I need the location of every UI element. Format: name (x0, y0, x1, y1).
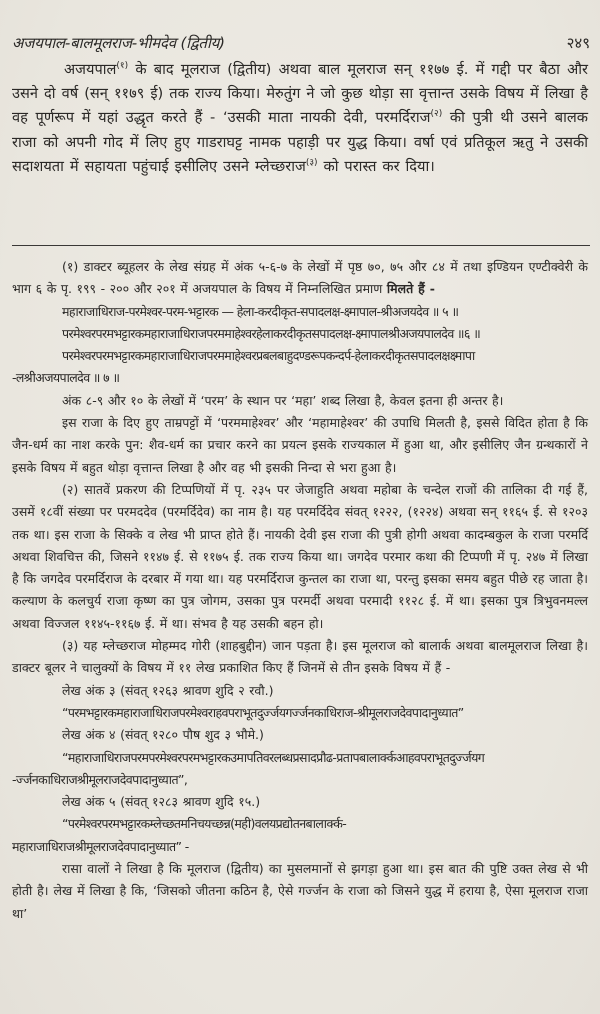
inscription-verse-7b: -लश्रीअजयपालदेव ॥ ७ ॥ (12, 370, 120, 386)
footnote-divider (12, 245, 590, 246)
text-run: के बाद मूलराज (द्वितीय) अथवा बाल मूलराज सन् ११७७ ई. में गद्दी पर बैठा और उसने दो वर्ष (सन् ११७९ ई) तक राज्य किया। मेरुतुंग ने जो कुछ थोड़ा सा वृत्तान्त उसके विषय में लिखा है वह पूर्णरूप में यहां उद्धृत करते हैं - ‘उसकी माता नायकी देवी, परमर्दिराज (12, 61, 588, 127)
page-header (12, 33, 590, 53)
footnote-ref-2: (२) (430, 109, 443, 120)
footnote-3: (३) यह म्लेच्छराज मोहम्मद गोरी (शाहबुद्दीन) जान पड़ता है। इस मूलराज को बालार्क अथवा बालमूलराज लिखा है। डाक्टर बूलर ने चालुक्यों के विषय में ११ लेख प्रकाशित किए हैं जिनमें से तीन इसके विषय में हैं - (12, 638, 588, 676)
inscription-3-heading: लेख अंक ३ (संवत् १२६३ श्रावण शुदि २ रवौ.) (62, 682, 274, 698)
inscription-5-heading: लेख अंक ५ (संवत् १२८३ श्रावण शुदि १५.) (62, 794, 261, 810)
running-title: अजयपाल-बालमूलराज-भीमदेव (द्वितीय) (12, 34, 225, 52)
inscription-verse-7a: परमेश्वरपरमभट्टारकमहाराजाधिराजपरममाहेश्वरप्रबलबाहुदण्डरूपकन्दर्प-हेलाकरदीकृतसपादलक्षक्ष्मापा (62, 348, 475, 364)
inscription-4-heading: लेख अंक ४ (संवत् १२८० पौष शुद ३ भौमे.) (62, 727, 264, 743)
main-paragraph (12, 58, 588, 179)
footnote-3-conclusion: रासा वालों ने लिखा है कि मूलराज (द्वितीय) का मुसलमानों से झगड़ा हुआ था। इस बात की पुष्टि उक्त लेख से भी होती है। लेख में लिखा है कि, ‘जिसको जीतना कठिन है, ऐसे गर्ज्जन के राजा को जिसने युद्ध में हराया है, ऐसा मूलराज राजा था’ (12, 861, 588, 921)
footnote-1-intro (12, 256, 588, 301)
inscription-4-text-b: -र्ज्जनकाधिराजश्रीमूलराजदेवपादानुध्यात”, (12, 771, 188, 787)
footnote-2: (२) सातवें प्रकरण की टिप्पणियों में पृ. २३५ पर जेजाहुति अथवा महोबा के चन्देल राजों की तालिका दी गई हैं, उसमें १८वीं संख्या पर परमददेव (परमर्दिदेव) का नाम है। यह परमर्दिदेव संवत् १२२२, (१२२४) अथवा सन् ११६५ ई. से १२०३ तक था। इस राजा के सिक्के व लेख भी प्राप्त होते हैं। नायकी देवी इस राजा की पुत्री होगी अथवा कादम्बकुल के राजा परमर्दि अथवा शिवचित्त की, जिसने ११४७ ई. से ११७५ ई. तक राज्य किया था। जगदेव परमार कथा की टिप्पणी में पृ. २४७ में लिखा है कि जगदेव परमर्दिराज के दरबार में गया था। यह परमर्दिराज कुन्तल का राजा था, परन्तु इसका समय बहुत पीछे रह जाता है। कल्याण के कलचुर्य राजा कृष्ण का पुत्र जोगम, उसका पुत्र परमर्दी अथवा परमादी ११२८ ई. में था। इसका पुत्र त्रिभुवनमल्ल अथवा विज्जल ११४५-११६७ ई. में था। संभव है यह उसकी बहन हो। (12, 481, 588, 631)
footnote-1-para-2: अंक ८-९ और १० के लेखों में ‘परम’ के स्थान पर ‘महा’ शब्द लिखा है, केवल इतना ही अन्तर है। (62, 392, 504, 408)
text-run: को परास्त कर दिया। (317, 157, 435, 175)
text-run: (१) डाक्टर ब्यूहलर के लेख संग्रह में अंक ५-६-७ के लेखों में पृष्ठ ७०, ७५ और ८४ में तथा इण्डियन एण्टीक्वेरी के भाग ६ के पृ. १९९ - २०० और २०१ में अजयपाल के विषय में निम्नलिखित प्रमाण (12, 259, 588, 297)
footnote-1-para-3: इस राजा के दिए हुए ताम्रपट्टों में ‘परममाहेश्वर’ और ‘महामाहेश्वर’ की उपाधि मिलती है, इससे विदित होता है कि जैन-धर्म का नाश करके पुन: शैव-धर्म का प्रचार करने का प्रयत्न इसके राज्यकाल में हुआ था, और इसीलिए जैन ग्रन्थकारों ने इसके विषय में बहुत थोड़ा वृत्तान्त लिखा है और वह भी इसकी निन्दा से भरा हुआ है। (12, 415, 588, 475)
inscription-3-text: “परमभट्टारकमहाराजाधिराजपरमेश्वराहवपराभूतदुर्ज्जयगर्ज्जनकाधिराज-श्रीमूलराजदेवपादानुध्यात” (62, 704, 464, 720)
inscription-5-text-a: “परमेश्वरपरमभट्टारकम्लेच्छतमनिचयच्छन्न(मही)वलयप्रद्योतनबालार्क्क- (62, 816, 347, 832)
main-body-text (12, 58, 588, 179)
inscription-5-text-b: महाराजाधिराजश्रीमूलराजदेवपादानुध्यात” - (12, 838, 189, 854)
inscription-verse-5: महाराजाधिराज-परमेश्वर-परम-भट्टारक — हेला-करदीकृत-सपादलक्ष-क्ष्मापाल-श्रीअजयदेव ॥ ५ ॥ (62, 303, 459, 319)
text-run: अजयपाल (64, 61, 117, 78)
text-run: की पुत्री थी उसने बालक राजा को अपनी गोद में लिए हुए गाडराघट्ट नामक पहाड़ी पर युद्ध किया। वर्षा एवं प्रतिकूल ऋतु ने उसकी सदाशयता में सहायता पहुंचाई इसीलिए उसने म्लेच्छराज (12, 109, 588, 175)
inscription-verse-6: परमेश्वरपरमभट्टारकमहाराजाधिराजपरममाहेश्वरहेलाकरदीकृतसपादलक्ष-क्ष्मापालश्रीअजयपालदेव ॥६ ॥ (62, 325, 481, 341)
footnotes (12, 256, 588, 925)
footnote-ref-1: (१) (116, 61, 129, 71)
inscription-4-text-a: “महाराजाधिराजपरमपरमेश्वरपरमभट्टारकउमापतिवरलब्धप्रसादप्रौढ-प्रतापबालार्क्कआहवपराभूतदुर्ज्जयग (62, 749, 485, 765)
page-number: २४९ (566, 34, 590, 52)
text-run: मिलते हैं - (386, 281, 435, 297)
footnote-ref-3: (३) (305, 157, 318, 168)
